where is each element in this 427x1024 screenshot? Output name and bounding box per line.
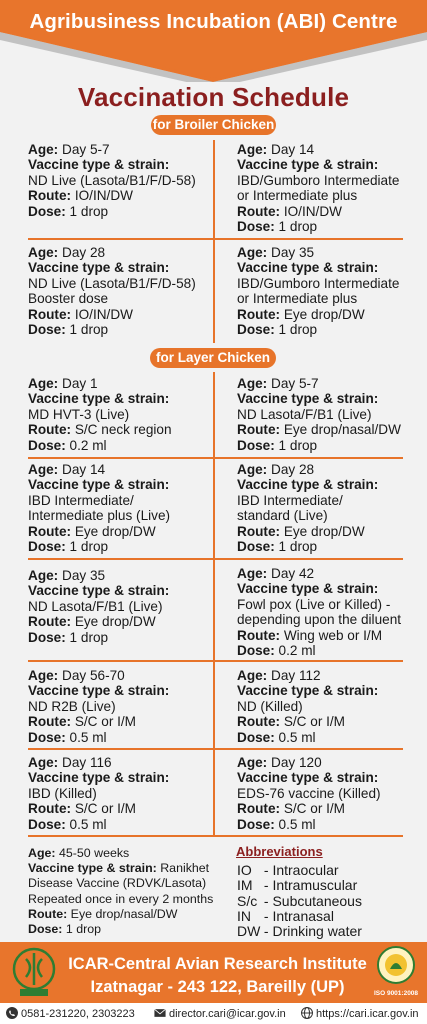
schedule-cell <box>28 668 169 745</box>
schedule-cell <box>237 755 381 832</box>
route-line: Route: Eye drop/DW <box>237 523 365 539</box>
vaccine-label: Vaccine type & strain: <box>237 477 379 493</box>
age-line: Age: Day 28 <box>237 462 315 477</box>
abbreviations-title: Abbreviations <box>236 844 323 859</box>
vaccine-text: ND R2B (Live) <box>28 698 116 714</box>
vaccine-label: Vaccine type & strain: <box>237 581 379 597</box>
age-line: Age: Day 14 <box>28 462 106 477</box>
dose-line: Dose: 1 drop <box>28 629 109 645</box>
vaccine-text: Intermediate plus (Live) <box>28 508 171 524</box>
vaccine-text: IBD (Killed) <box>28 785 97 801</box>
vaccine-label: Vaccine type & strain: <box>28 391 170 407</box>
vaccine-label: Vaccine type & strain: <box>28 683 170 699</box>
route-line: Route: IO/IN/DW <box>237 203 342 219</box>
vaccine-text: Disease Vaccine (RDVK/Lasota) <box>28 876 207 891</box>
dose-line: Dose: 1 drop <box>237 437 318 453</box>
dose-line: Dose: 1 drop <box>237 539 318 555</box>
schedule-cell <box>28 568 169 645</box>
route-line: Route: Eye drop/DW <box>28 523 156 539</box>
dose-line: Dose: 0.5 ml <box>237 729 316 745</box>
divider <box>28 660 403 662</box>
dose-line: Dose: 1 drop <box>28 539 109 555</box>
age-line: Age: Day 116 <box>28 755 112 770</box>
vaccine-label: Vaccine type & strain: <box>28 260 170 276</box>
divider <box>28 748 403 750</box>
age-line: Age: Day 1 <box>28 376 98 391</box>
vaccine-text: ND Lasota/F/B1 (Live) <box>237 406 372 422</box>
dose-line: Dose: 1 drop <box>28 203 109 219</box>
vaccine-label: Vaccine type & strain: <box>28 477 170 493</box>
institute-name: ICAR-Central Avian Research Institute <box>68 955 367 973</box>
age-line: Age: Day 120 <box>237 755 322 770</box>
broiler-section-label: for Broiler Chicken <box>151 115 276 135</box>
dose-line: Dose: 0.2 ml <box>237 643 316 659</box>
abbreviation-item: IM - Intramuscular <box>237 877 358 894</box>
schedule-cell <box>237 566 401 658</box>
globe-icon <box>301 1007 313 1019</box>
schedule-cell <box>237 142 399 234</box>
route-line: Route: S/C neck region <box>28 422 172 438</box>
footer <box>0 942 427 1003</box>
age-line: Age: Day 35 <box>237 245 315 260</box>
vaccine-label: Vaccine type & strain: <box>28 157 170 173</box>
route-line: Route: Eye drop/DW <box>237 306 365 322</box>
dose-line: Dose: 0.2 ml <box>28 437 107 453</box>
schedule-cell <box>237 376 401 453</box>
age-line: Age: Day 35 <box>28 568 106 583</box>
dose-line: Dose: 1 drop <box>28 322 109 338</box>
schedule-cell-last <box>28 846 213 937</box>
phone-icon <box>6 1007 18 1019</box>
vaccine-text: IBD/Gumboro Intermediate <box>237 172 400 188</box>
institute-address: Izatnagar - 243 122, Bareilly (UP) <box>90 978 345 996</box>
route-line: Route: S/C or I/M <box>28 801 137 817</box>
vaccine-text: standard (Live) <box>237 508 328 524</box>
vaccine-line: Vaccine type & strain: Ranikhet <box>28 861 210 876</box>
schedule-cell <box>237 245 399 337</box>
vaccine-text: ND (Killed) <box>237 698 303 714</box>
top-title: Agribusiness Incubation (ABI) Centre <box>29 10 398 33</box>
divider <box>28 835 403 837</box>
schedule-cell <box>28 462 170 554</box>
divider <box>213 140 215 343</box>
age-line: Age: Day 56-70 <box>28 668 125 683</box>
age-line: Age: Day 14 <box>237 142 315 157</box>
abbreviations-list <box>237 863 362 939</box>
abbreviation-item: IN - Intranasal <box>237 907 334 924</box>
dose-line: Dose: 1 drop <box>237 322 318 338</box>
route-line: Route: Eye drop/DW <box>28 614 156 630</box>
schedule-cell <box>28 376 172 453</box>
vaccine-label: Vaccine type & strain: <box>237 157 379 173</box>
vaccine-label: Vaccine type & strain: <box>28 770 170 786</box>
page-title: Vaccination Schedule <box>77 82 350 112</box>
vaccine-text: Repeated once in every 2 months <box>28 891 214 906</box>
route-line: Route: Wing web or I/M <box>237 627 383 643</box>
layer-section-label: for Layer Chicken <box>150 348 276 368</box>
website-contact[interactable]: https://cari.icar.gov.in <box>301 1007 419 1020</box>
vaccine-text: Booster dose <box>28 291 109 307</box>
age-line: Age: Day 112 <box>237 668 321 683</box>
divider <box>213 372 215 835</box>
divider <box>28 238 403 240</box>
route-line: Route: S/C or I/M <box>28 714 137 730</box>
email-contact[interactable]: director.cari@icar.gov.in <box>154 1007 286 1020</box>
divider <box>28 558 403 560</box>
vaccine-label: Vaccine type & strain: <box>237 683 379 699</box>
top-banner <box>0 0 427 82</box>
cari-logo-icon <box>376 945 416 989</box>
mail-icon <box>154 1007 166 1019</box>
abbreviation-item: DW - Drinking water <box>237 923 362 940</box>
vaccine-text: ND Lasota/F/B1 (Live) <box>28 598 163 614</box>
divider <box>28 457 403 459</box>
vaccine-text: or Intermediate plus <box>237 291 358 307</box>
vaccine-label: Vaccine type & strain: <box>28 583 170 599</box>
vaccine-text: ND Live (Lasota/B1/F/D-58) <box>28 275 196 291</box>
vaccine-text: IBD/Gumboro Intermediate <box>237 275 400 291</box>
age-line: Age: Day 5-7 <box>28 142 110 157</box>
abbreviation-item: IO - Intraocular <box>237 862 339 878</box>
abbreviation-item: S/c - Subcutaneous <box>237 892 362 909</box>
schedule-cell <box>28 245 196 337</box>
vaccine-text: or Intermediate plus <box>237 188 358 204</box>
dose-line: Dose: 1 drop <box>237 219 318 235</box>
route-line: Route: Eye drop/nasal/DW <box>237 422 401 438</box>
dose-line: Dose: 0.5 ml <box>237 816 316 832</box>
age-line: Age: 45-50 weeks <box>28 846 130 860</box>
vaccine-text: Fowl pox (Live or Killed) - <box>237 596 391 612</box>
route-line: Route: IO/IN/DW <box>28 306 133 322</box>
vaccine-text: EDS-76 vaccine (Killed) <box>237 785 381 801</box>
vaccine-text: depending upon the diluent <box>237 612 402 628</box>
dose-line: Dose: 0.5 ml <box>28 729 107 745</box>
icar-logo-icon <box>12 947 56 997</box>
dose-line: Dose: 1 drop <box>28 922 102 937</box>
vaccine-label: Vaccine type & strain: <box>237 391 379 407</box>
vaccine-text: IBD Intermediate/ <box>28 492 134 508</box>
vaccine-label: Vaccine type & strain: <box>237 770 379 786</box>
vaccine-text: MD HVT-3 (Live) <box>28 406 130 422</box>
vaccine-label: Vaccine type & strain: <box>237 260 379 276</box>
schedule-cell <box>237 668 378 745</box>
route-line: Route: S/C or I/M <box>237 714 346 730</box>
vaccine-text: IBD Intermediate/ <box>237 492 343 508</box>
age-line: Age: Day 42 <box>237 566 315 581</box>
route-line: Route: Eye drop/nasal/DW <box>28 906 178 921</box>
schedule-cell <box>237 462 378 554</box>
contact-bar <box>0 1003 427 1024</box>
schedule-cell <box>28 755 169 832</box>
iso-label: ISO 9001:2008 <box>373 990 419 997</box>
vaccine-text: ND Live (Lasota/B1/F/D-58) <box>28 172 196 188</box>
dose-line: Dose: 0.5 ml <box>28 816 107 832</box>
schedule-cell <box>28 142 196 219</box>
age-line: Age: Day 28 <box>28 245 106 260</box>
age-line: Age: Day 5-7 <box>237 376 319 391</box>
route-line: Route: S/C or I/M <box>237 801 346 817</box>
phone-contact: 0581-231220, 2303223 <box>6 1007 135 1020</box>
route-line: Route: IO/IN/DW <box>28 188 133 204</box>
